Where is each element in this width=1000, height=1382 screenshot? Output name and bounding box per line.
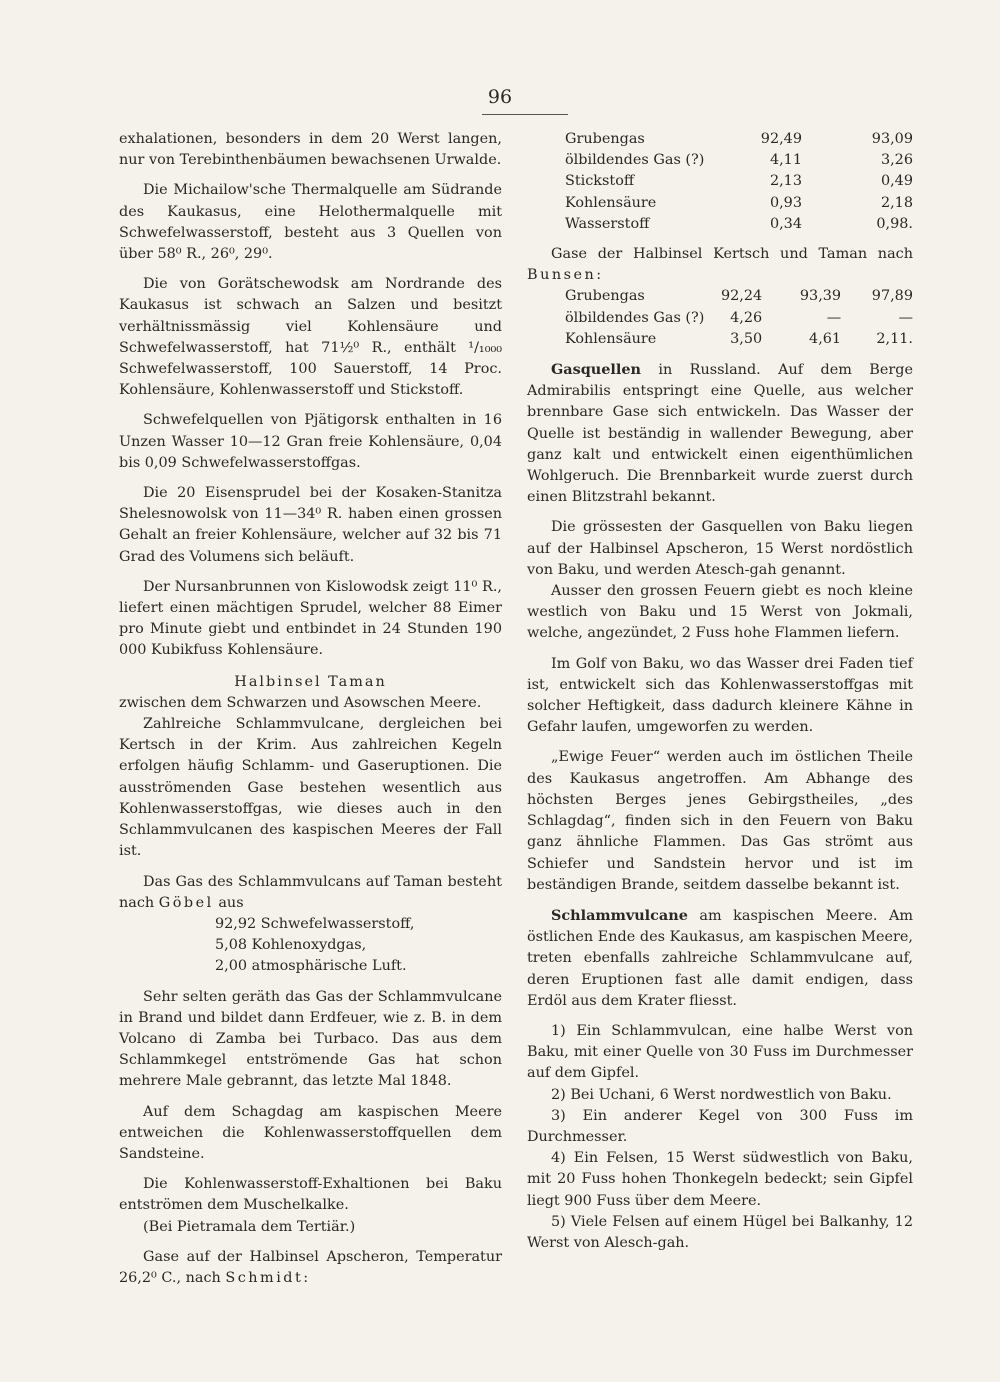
paragraph: Die Kohlenwasserstoff-Exhaltionen bei Baku entströmen dem Muschelkalke. (119, 1176, 502, 1214)
paragraph: (Bei Pietramala dem Tertiär.) (143, 1218, 356, 1235)
paragraph: Gasquellen in Russland. Auf dem Berge Admirabilis entspringt eine Quelle, aus welcher brennbare Gase sich entwickeln. Das Wasser der Quelle ist beständig in wallender Bewegung, aber ganz kalt und entwickelt einen eigenthümlichen Wohlgeruch. Die Brennbarkeit wurde zuerst durch einen Blitzstrahl bekannt. (527, 361, 913, 506)
paragraph: Die Michailow'sche Thermalquelle am Südrande des Kaukasus, eine Helothermalquelle mit Schwefelwasserstoff, besteht aus 3 Quellen von über 58⁰ R., 26⁰, 29⁰. (119, 182, 502, 263)
list-item: 5,08 Kohlenoxydgas, (215, 937, 367, 954)
paragraph: Schwefelquellen von Pjätigorsk enthalten in 16 Unzen Wasser 10—12 Gran freie Kohlensäure, 0,04 bis 0,09 Schwefelwasserstoffgas. (119, 412, 502, 471)
paragraph: Die 20 Eisensprudel bei der Kosaken-Stanitza Shelesnowolsk von 11—34⁰ R. haben einen grossen Gehalt an freier Kohlensäure, welcher auf 32 bis 71 Grad des Volumens sich beläuft. (119, 485, 502, 565)
section-heading: Halbinsel Taman (234, 673, 387, 690)
paragraph: Der Nursanbrunnen von Kislowodsk zeigt 11⁰ R., liefert einen mächtigen Sprudel, welcher 88 Eimer pro Minute giebt und entbindet in 24 Stunden 190 000 Kubikfuss Kohlensäure. (119, 578, 502, 659)
paragraph: exhalationen, besonders in dem 20 Werst langen, nur von Terebinthenbäumen bewachsenen Urwalde. (119, 131, 502, 169)
section-heading: Schlammvulcane (551, 906, 688, 924)
table-row: Kohlensäure 0,93 2,18 (565, 194, 913, 211)
list-item: 2,00 atmosphärische Luft. (215, 958, 407, 975)
paragraph: Schlammvulcane am kaspischen Meere. Am östlichen Ende des Kaukasus, am kaspischen Meere, treten ebenfalls zahlreiche Schlammvulcane auf, deren Eruptionen fast alle damit endigen, dass Erdöl aus dem Krater fliesst. (527, 906, 913, 1009)
list-item: 5) Viele Felsen auf einem Hügel bei Balkanhy, 12 Werst von Alesch-gah. (527, 1213, 913, 1251)
list-item: 2) Bei Uchani, 6 Werst nordwestlich von Baku. (551, 1086, 892, 1103)
left-column (119, 129, 502, 1289)
list-item: 1) Ein Schlammvulcan, eine halbe Werst von Baku, mit einer Quelle von 30 Fuss im Durchmesser auf dem Gipfel. (527, 1022, 913, 1082)
section-heading: Gasquellen (551, 361, 641, 379)
paragraph: zwischen dem Schwarzen und Asowschen Meere. (119, 694, 482, 711)
gas-table-apscheron (565, 129, 913, 235)
table-row: Kohlensäure 3,50 4,61 2,11. (565, 330, 913, 347)
paragraph: Zahlreiche Schlammvulcane, dergleichen bei Kertsch in der Krim. Aus zahlreichen Kegeln erfolgen häufig Schlamm- und Gaseruptionen. Die ausströmenden Gase bestehen wesentlich aus Kohlenwasserstoffgas, wie dieses auch in den Schlammvulcanen des kaspischen Meeres der Fall ist. (119, 716, 502, 860)
right-column (527, 129, 913, 1254)
list-item: 3) Ein anderer Kegel von 300 Fuss im Durchmesser. (527, 1107, 913, 1145)
table-row: ölbildendes Gas (?) 4,26 — — (565, 309, 913, 326)
paragraph: Das Gas des Schlammvulcans auf Taman besteht nach Göbel aus (119, 873, 502, 911)
table-row: Grubengas 92,49 93,09 (565, 131, 913, 147)
paragraph: Gase der Halbinsel Kertsch und Taman nach Bunsen: (527, 246, 913, 284)
table-row: ölbildendes Gas (?) 4,11 3,26 (565, 152, 913, 169)
header-rule (482, 114, 568, 115)
paragraph: Ausser den grossen Feuern giebt es noch kleine westlich von Baku und 15 Werst von Jokmali, welche, angezündet, 2 Fuss hohe Flammen liefern. (527, 583, 913, 642)
table-row: Wasserstoff 0,34 0,98. (565, 215, 913, 232)
table-row: Grubengas 92,24 93,39 97,89 (565, 288, 913, 305)
paragraph: „Ewige Feuer“ werden auch im östlichen Theile des Kaukasus angetroffen. Am Abhange des höchsten Berges jenes Gebirgstheiles, „des Schlagdag“, finden sich in den Feuern von Baku ganz ähnliche Flammen. Das Gas strömt aus Schiefer und Sandstein hervor und ist im beständigen Brande, seitdem dasselbe bekannt ist. (527, 749, 913, 893)
author-name: Bunsen: (527, 267, 604, 284)
gas-composition-list (119, 914, 502, 978)
paragraph: Die grössesten der Gasquellen von Baku liegen auf der Halbinsel Apscheron, 15 Werst nordöstlich von Baku, und werden Atesch-gah genannt. (527, 519, 913, 578)
paragraph: Die von Gorätschewodsk am Nordrande des Kaukasus ist schwach an Salzen und besitzt verhältnissmässig viel Kohlensäure und Schwefelwasserstoff, hat 71½⁰ R., enthält ¹/₁₀₀₀ Schwefelwasserstoff, 100 Sauerstoff, 14 Proc. Kohlensäure, Kohlenwasserstoff und Stickstoff. (119, 276, 502, 399)
table-row: Stickstoff 2,13 0,49 (565, 173, 913, 190)
paragraph: Gase auf der Halbinsel Apscheron, Temperatur 26,2⁰ C., nach Schmidt: (119, 1248, 502, 1286)
author-name: Schmidt: (225, 1269, 311, 1286)
paragraph: Im Golf von Baku, wo das Wasser drei Faden tief ist, entwickelt sich das Kohlenwasserstoffgas mit solcher Heftigkeit, dass dadurch kleinere Kähne in Gefahr laufen, umgeworfen zu werden. (527, 655, 913, 736)
paragraph: Sehr selten geräth das Gas der Schlammvulcane in Brand und bildet dann Erdfeuer, wie z. B. in dem Volcano di Zamba bei Turbaco. Das aus dem Schlammkegel entströmende Gas hat schon mehrere Male gebrannt, das letzte Mal 1848. (119, 988, 502, 1090)
gas-table-kertsch-taman (565, 286, 913, 350)
author-name: Göbel (158, 894, 214, 911)
paragraph: Auf dem Schagdag am kaspischen Meere entweichen die Kohlenwasserstoffquellen dem Sandsteine. (119, 1103, 502, 1162)
list-item: 4) Ein Felsen, 15 Werst südwestlich von Baku, mit 20 Fuss hohen Thonkegeln bedeckt; sein Gipfel liegt 900 Fuss über dem Meere. (527, 1150, 913, 1209)
list-item: 92,92 Schwefelwasserstoff, (215, 915, 415, 932)
page-number: 96 (487, 86, 513, 108)
